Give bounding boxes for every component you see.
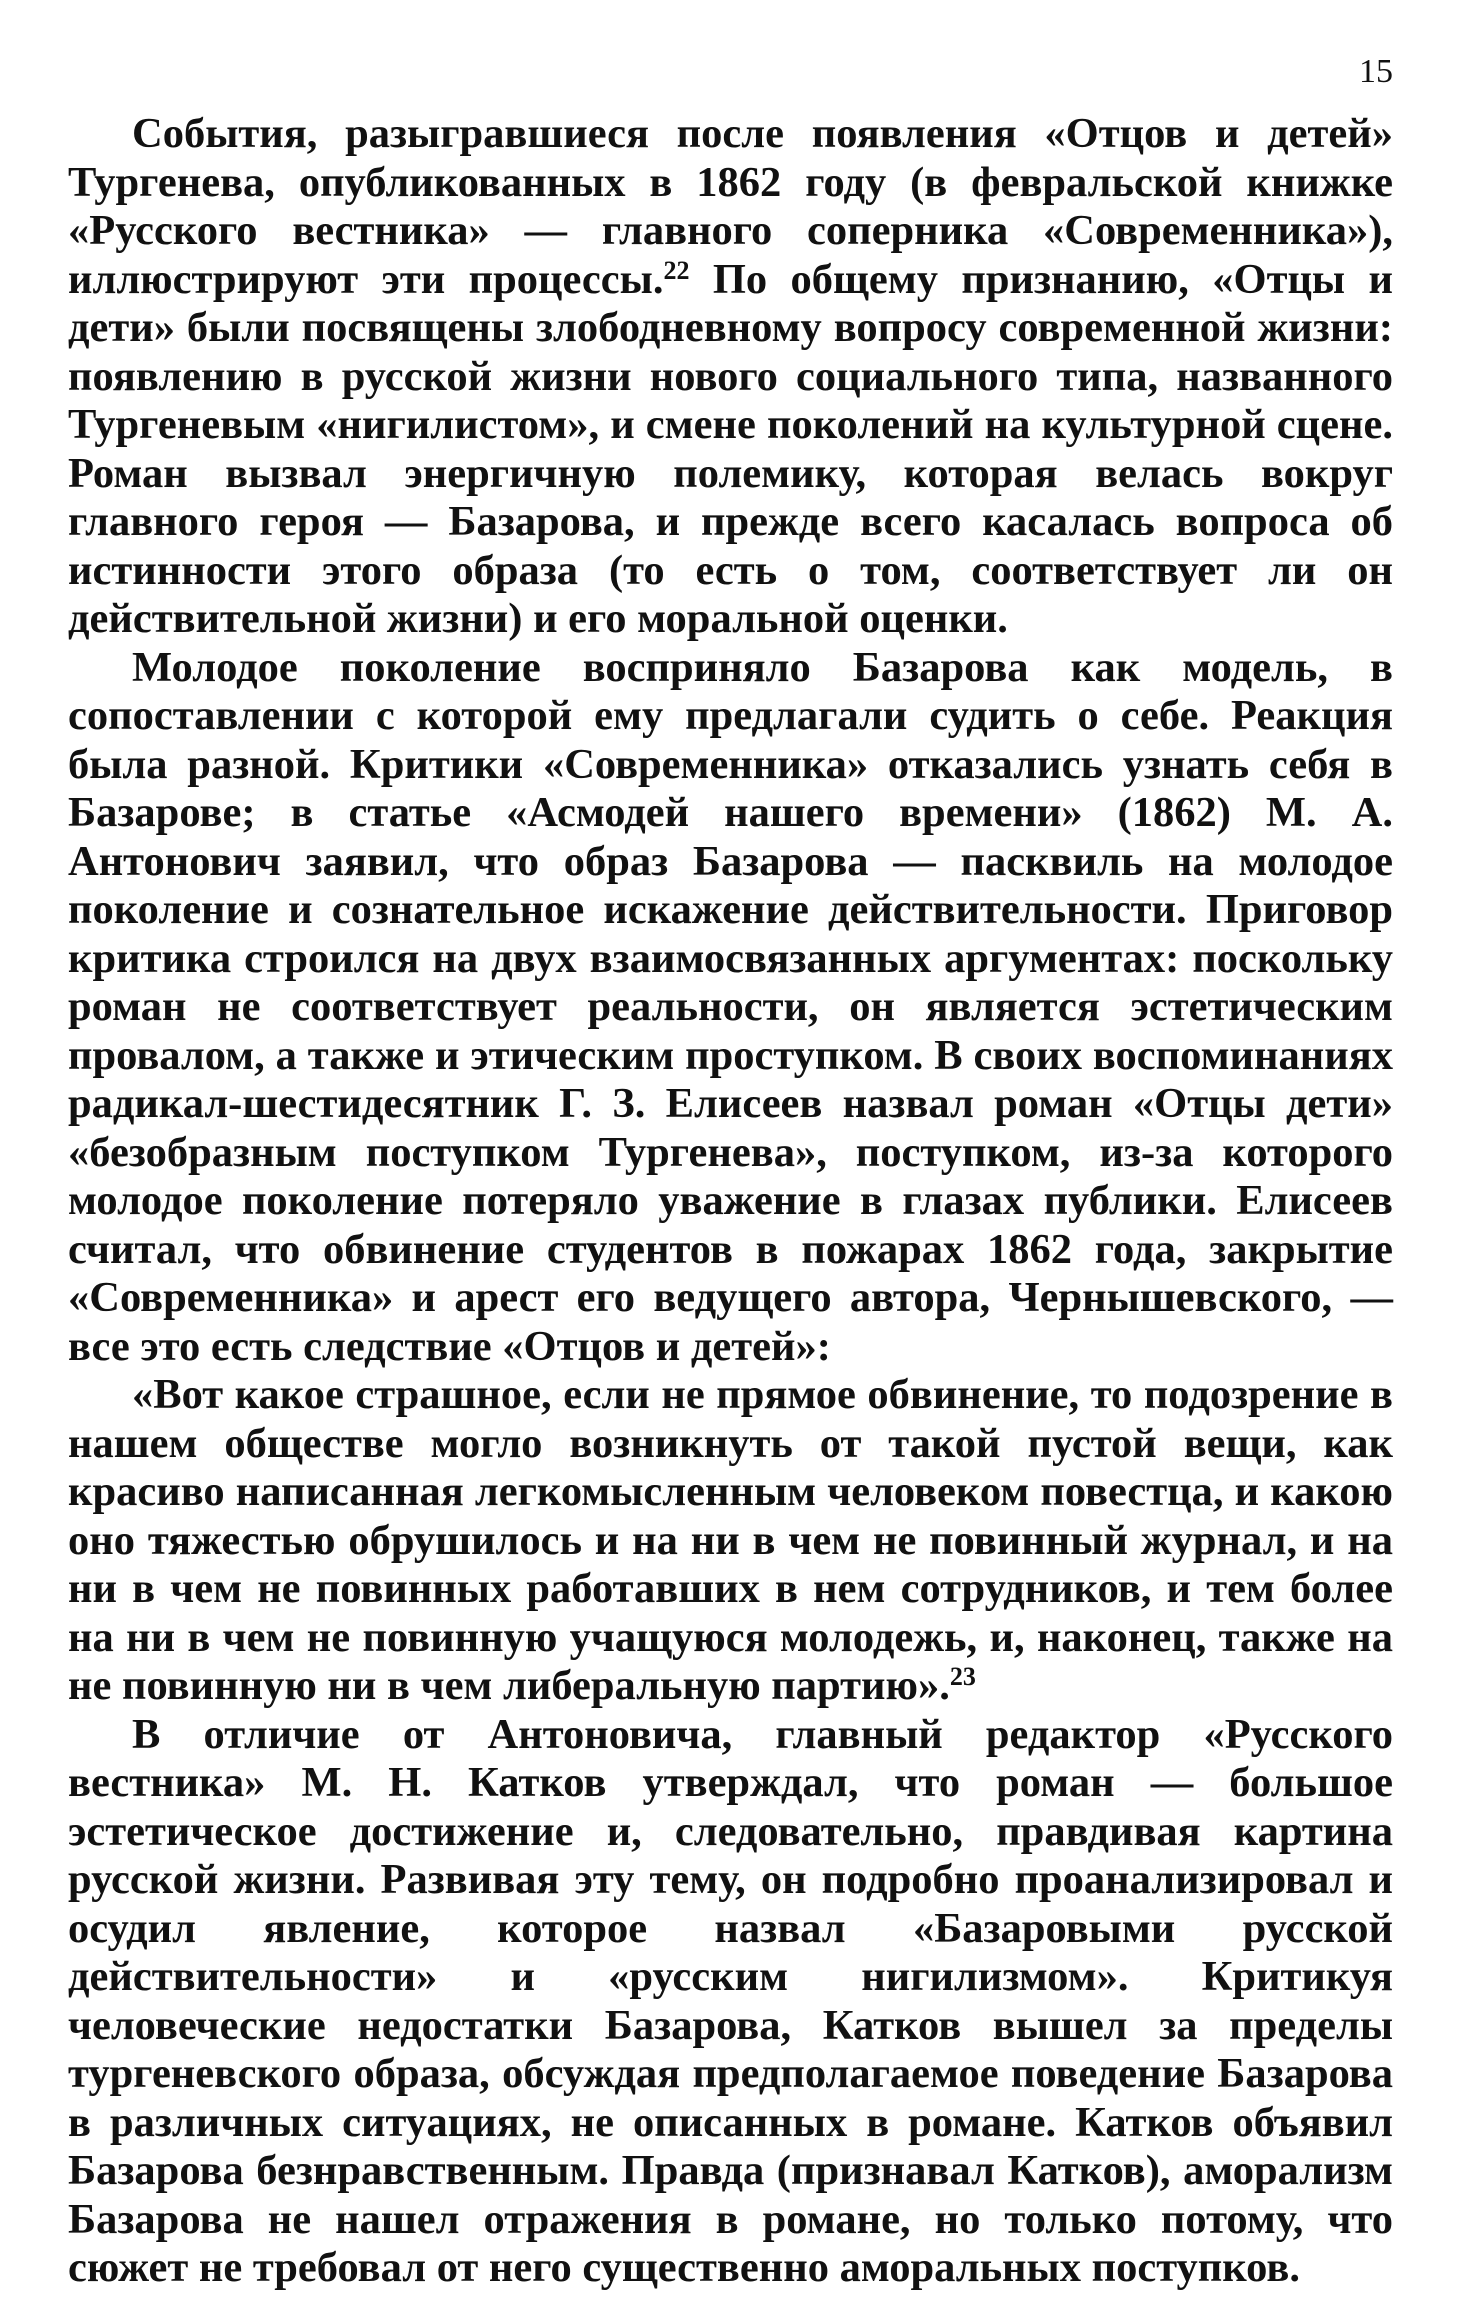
quotation-text: «Вот какое страшное, если не прямое обвинение, то подозрение в нашем обществе могло возникнуть от такой пустой вещи, как красиво написанная легкомысленным человеком повестца, и какою оно тяжестью обрушилось и на ни в чем не повинный журнал, и на ни в чем не повинных работавших в нем сотрудников, и тем более на ни в чем не повинную учащуюся молодежь, и, наконец, также на не повинную ни в чем либеральную партию». <box>68 1371 1393 1709</box>
paragraph-1 <box>68 110 1393 644</box>
paragraph-1-text: События, разыгравшиеся после появления «Отцов и детей» Тургенева, опубликованных в 1862 году (в февральской книжке «Русского вестника» — главного соперника «Современника»), иллюстрируют эти процессы. <box>68 110 1393 303</box>
body-text <box>68 110 1393 2293</box>
footnote-ref-22: 22 <box>663 255 690 285</box>
paragraph-1-text-cont: По общему признанию, «Отцы и дети» были посвящены злободневному вопросу современной жизни: появлению в русской жизни нового социального типа, названного Тургеневым «нигилистом», и смене поколений на культурной сцене. Роман вызвал энергичную полемику, которая велась вокруг главного героя — Базарова, и прежде всего касалась вопроса об истинности этого образа (то есть о том, соответствует ли он действительной жизни) и его моральной оценки. <box>68 255 1393 642</box>
footnote-ref-23: 23 <box>949 1662 976 1691</box>
paragraph-4: В отличие от Антоновича, главный редактор «Русского вестника» М. Н. Катков утверждал, что роман — большое эстетическое достижение и, следовательно, правдивая картина русской жизни. Развивая эту тему, он подробно проанализировал и осудил явление, которое назвал «Базаровыми русской действительности» и «русским нигилизмом». Критикуя человеческие недостатки Базарова, Катков вышел за пределы тургеневского образа, обсуждая предполагаемое поведение Базарова в различных ситуациях, не описанных в романе. Катков объявил Базарова безнравственным. Правда (признавал Катков), аморализм Базарова не нашел отражения в романе, но только потому, что сюжет не требовал от него существенно аморальных поступков. <box>68 1710 1393 2291</box>
page-number: 15 <box>1359 53 1393 90</box>
paragraph-2: Молодое поколение восприняло Базарова как модель, в сопоставлении с которой ему предлагали судить о себе. Реакция была разной. Критики «Современника» отказались узнать себя в Базарове; в статье «Асмодей нашего времени» (1862) М. А. Антонович заявил, что образ Базарова — пасквиль на молодое поколение и сознательное искажение действительности. Приговор критика строился на двух взаимосвязанных аргументах: поскольку роман не соответствует реальности, он является эстетическим провалом, а также и этическим проступком. В своих воспоминаниях радикал-шестидесятник Г. З. Елисеев назвал роман «Отцы дети» «безобразным поступком Тургенева», поступком, из-за которого молодое поколение потеряло уважение в глазах публики. Елисеев считал, что обвинение студентов в пожарах 1862 года, закрытие «Современника» и арест его ведущего автора, Чернышевского, — все это есть следствие «Отцов и детей»: <box>68 643 1393 1370</box>
quotation <box>68 1371 1393 1711</box>
